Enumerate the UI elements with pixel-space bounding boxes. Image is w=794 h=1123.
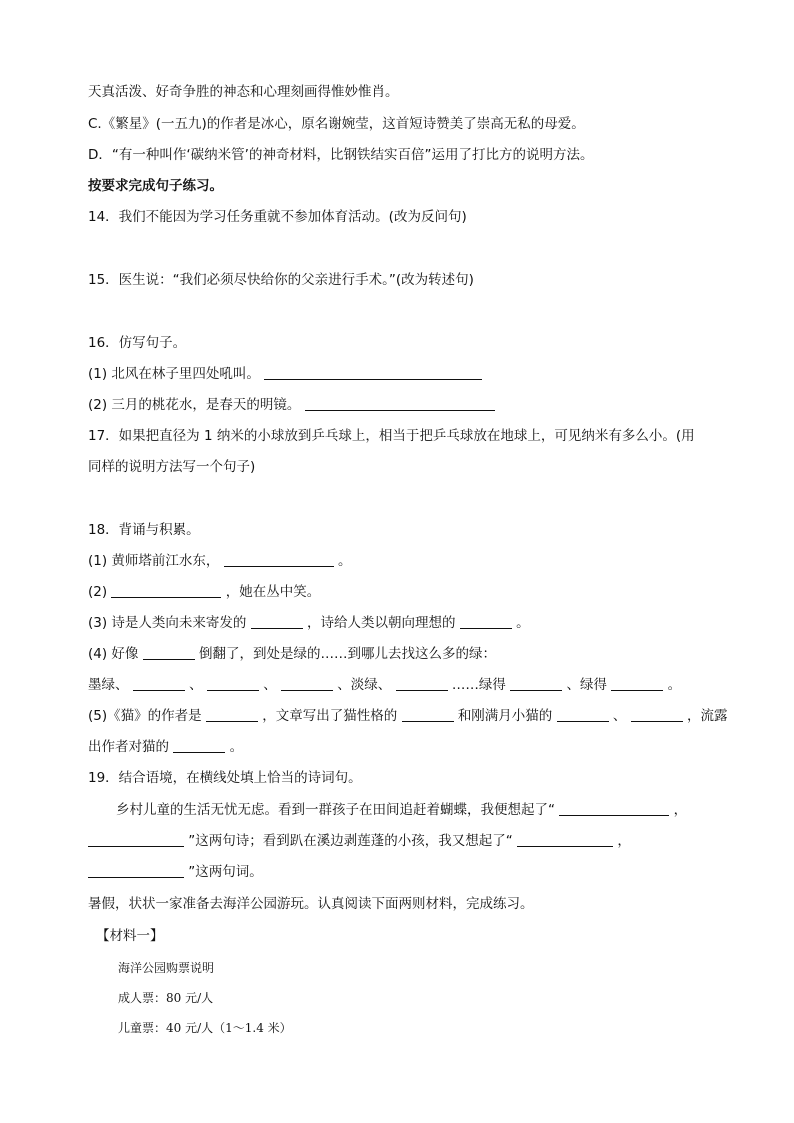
question-17-line-2: 同样的说明方法写一个句子) [88, 459, 256, 475]
question-18: 18．背诵与积累。 [88, 522, 200, 538]
prompt-text: 出作者对猫的 [88, 739, 169, 755]
prompt-text: (5)《猫》的作者是 [88, 708, 202, 724]
text-line: 天真活泼、好奇争胜的神态和心理刻画得惟妙惟肖。 [88, 84, 399, 100]
question-18-4 [88, 644, 496, 664]
option-d: D．“有一种叫作‘碳纳米管’的神奇材料，比钢铁结实百倍”运用了打比方的说明方法。 [88, 147, 594, 163]
prompt-text: 乡村儿童的生活无忧无虑。看到一群孩子在田间追赶着蝴蝶，我便想起了“ [116, 802, 555, 818]
prompt-text: (2) 三月的桃花水，是春天的明镜。 [88, 397, 301, 413]
answer-blank[interactable] [224, 552, 334, 567]
answer-blank[interactable] [88, 832, 184, 847]
prompt-text: 。 [667, 677, 682, 693]
prompt-text: ，她在丛中笑。 [225, 584, 321, 600]
material-adult-price: 成人票：80 元/人 [118, 991, 214, 1005]
prompt-text: (1) 北风在林子里四处吼叫。 [88, 366, 260, 382]
question-18-4-continued [88, 675, 681, 695]
prompt-text: (3) 诗是人类向未来寄发的 [88, 615, 247, 631]
question-16: 16．仿写句子。 [88, 335, 187, 351]
prompt-text: 、绿得 [566, 677, 607, 693]
question-18-3 [88, 613, 530, 633]
answer-blank[interactable] [396, 676, 448, 691]
answer-blank[interactable] [264, 365, 482, 380]
question-19-passage-3 [88, 862, 263, 882]
question-19-passage-2 [88, 831, 631, 851]
option-c: C.《繁星》(一五九)的作者是冰心，原名谢婉莹，这首短诗赞美了崇高无私的母爱。 [88, 116, 585, 132]
prompt-text: 、 [189, 677, 203, 693]
question-18-5 [88, 706, 728, 726]
prompt-text: 。 [516, 615, 530, 631]
prompt-text: (1) 黄师塔前江水东， [88, 553, 220, 569]
question-17-line-1: 17．如果把直径为 1 纳米的小球放到乒乓球上，相当于把乒乓球放在地球上，可见纳米有多么小。(用 [88, 428, 695, 444]
prompt-text: ，诗给人类以朝向理想的 [307, 615, 456, 631]
material-title: 【材料一】 [96, 928, 164, 944]
section-heading: 按要求完成句子练习。 [88, 178, 223, 194]
answer-blank[interactable] [207, 676, 259, 691]
answer-blank[interactable] [111, 583, 221, 598]
prompt-text: ，文章写出了猫性格的 [262, 708, 398, 724]
answer-blank[interactable] [460, 614, 512, 629]
prompt-text: (4) 好像 [88, 646, 139, 662]
prompt-text: 墨绿、 [88, 677, 129, 693]
reading-intro: 暑假，状状一家准备去海洋公园游玩。认真阅读下面两则材料，完成练习。 [88, 896, 534, 912]
answer-blank[interactable] [510, 676, 562, 691]
prompt-text: ，流露 [687, 708, 728, 724]
prompt-text: 和刚满月小猫的 [457, 708, 553, 724]
answer-blank[interactable] [517, 832, 613, 847]
prompt-text: ”这两句诗；看到趴在溪边剥莲蓬的小孩，我又想起了“ [188, 833, 513, 849]
answer-blank[interactable] [173, 738, 225, 753]
question-16-1 [88, 364, 482, 384]
prompt-text: 、 [263, 677, 277, 693]
question-15: 15．医生说：“我们必须尽快给你的父亲进行手术。”(改为转述句) [88, 272, 474, 288]
question-14: 14．我们不能因为学习任务重就不参加体育活动。(改为反问句) [88, 209, 467, 225]
question-18-5-continued [88, 737, 243, 757]
answer-blank[interactable] [281, 676, 333, 691]
answer-blank[interactable] [402, 707, 454, 722]
question-19-passage-1 [116, 800, 687, 820]
answer-blank[interactable] [251, 614, 303, 629]
prompt-text: ， [673, 802, 688, 818]
prompt-text: ……绿得 [451, 677, 506, 693]
answer-blank[interactable] [305, 396, 495, 411]
question-19: 19．结合语境，在横线处填上恰当的诗词句。 [88, 770, 362, 786]
prompt-text: 、淡绿、 [337, 677, 392, 693]
answer-blank[interactable] [143, 645, 195, 660]
answer-blank[interactable] [559, 801, 669, 816]
prompt-text: 倒翻了，到处是绿的……到哪儿去找这么多的绿： [199, 646, 497, 662]
prompt-text: ”这两句词。 [188, 864, 263, 880]
material-heading: 海洋公园购票说明 [118, 961, 215, 975]
question-16-2 [88, 395, 495, 415]
material-child-price: 儿童票：40 元/人（1～1.4 米） [118, 1021, 292, 1035]
answer-blank[interactable] [611, 676, 663, 691]
prompt-text: (2) [88, 584, 108, 600]
answer-blank[interactable] [206, 707, 258, 722]
question-18-1 [88, 551, 352, 571]
prompt-text: 。 [338, 553, 352, 569]
question-18-2 [88, 582, 320, 602]
answer-blank[interactable] [557, 707, 609, 722]
prompt-text: 。 [229, 739, 244, 755]
answer-blank[interactable] [631, 707, 683, 722]
prompt-text: 、 [612, 708, 627, 724]
prompt-text: ， [617, 833, 631, 849]
answer-blank[interactable] [133, 676, 185, 691]
answer-blank[interactable] [88, 863, 184, 878]
